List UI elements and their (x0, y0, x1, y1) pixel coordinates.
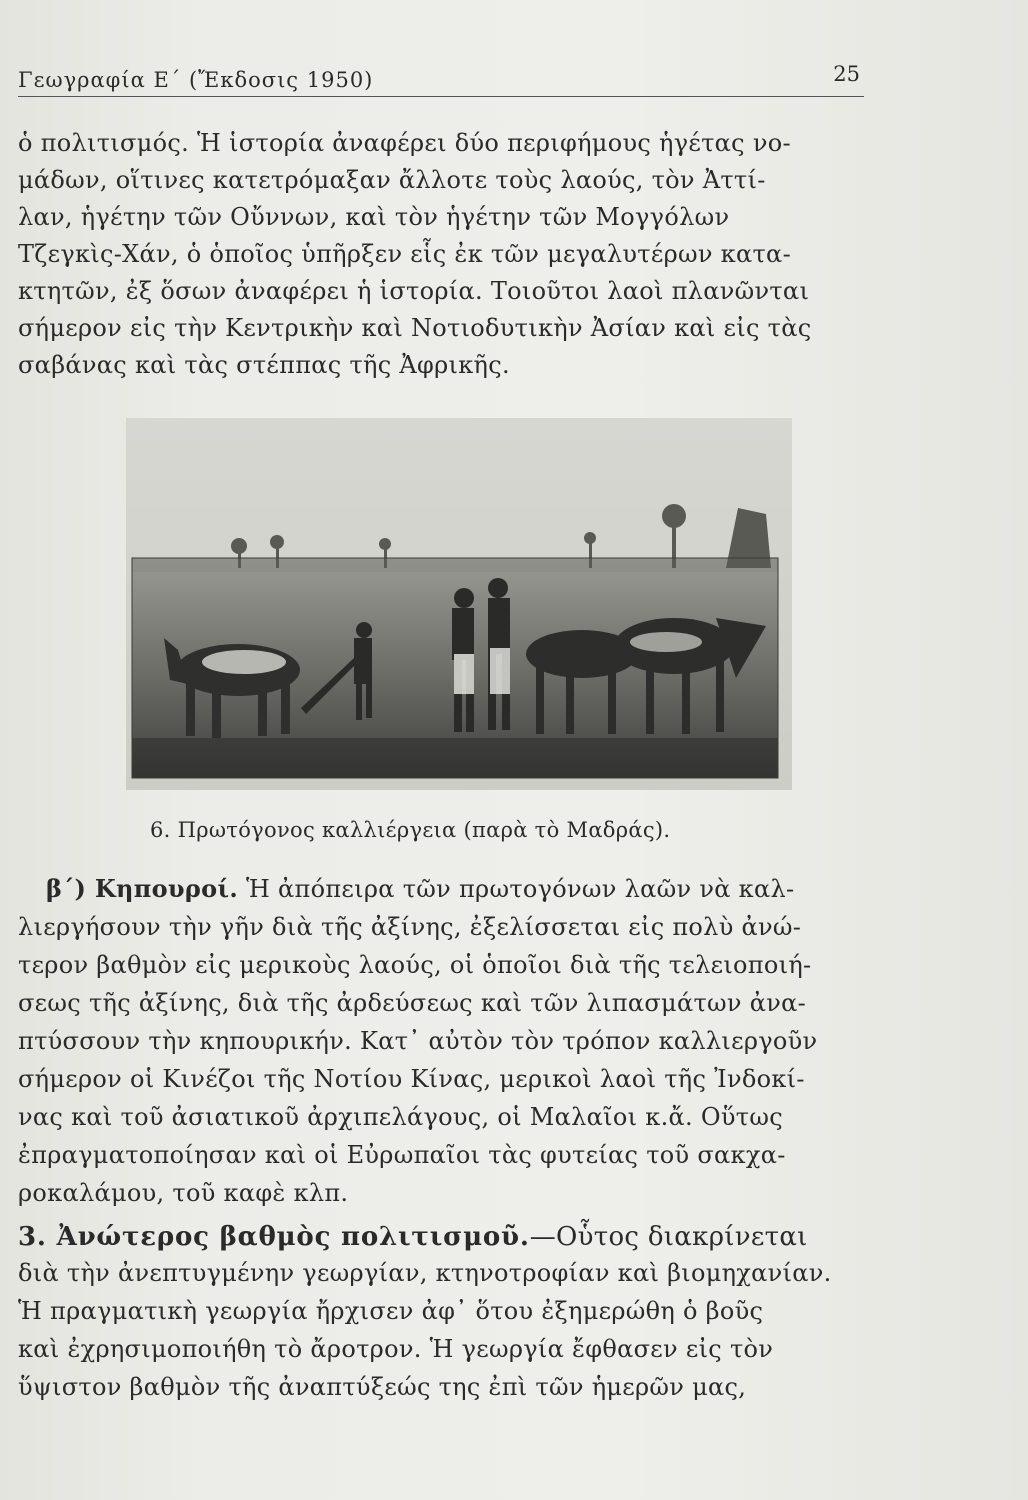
section-3-first-line-rest: —Οὗτος διακρίνεται (529, 1222, 808, 1252)
body-line: ὕψιστον βαθμὸν τῆς ἀναπτύξεώς της ἐπὶ τῶν ἡμερῶν μας, (18, 1373, 747, 1401)
body-line: σαβάνας καὶ τὰς στέππας τῆς Ἀφρικῆς. (18, 351, 510, 379)
figure-photo (126, 418, 792, 790)
body-line: σήμερον οἱ Κινέζοι τῆς Νοτίου Κίνας, μερικοὶ λαοὶ τῆς Ἰνδοκί- (18, 1065, 805, 1093)
body-line: νας καὶ τοῦ ἀσιατικοῦ ἀρχιπελάγους, οἱ Μαλαῖοι κ.ἄ. Οὕτως (18, 1103, 783, 1131)
section-b-first-line-rest: Ἡ ἀπόπειρα τῶν πρωτογόνων λαῶν νὰ καλ- (245, 875, 795, 903)
body-line: πτύσσουν τὴν κηπουρικήν. Κατ᾽ αὐτὸν τὸν τρόπον καλλιεργοῦν (18, 1027, 818, 1055)
section-b-label: β΄) Κηπουροί. (46, 874, 239, 903)
section-3-first-line (18, 1222, 868, 1252)
body-line: καὶ ἐχρησιμοποιήθη τὸ ἄροτρον. Ἡ γεωργία ἔφθασεν εἰς τὸν (18, 1335, 774, 1363)
section-b-first-line (46, 874, 892, 904)
body-line: Τζεγκὶς-Χάν, ὁ ὁποῖος ὑπῆρξεν εἷς ἐκ τῶν μεγαλυτέρων κατα- (18, 240, 791, 268)
figure-caption: 6. Πρωτόγονος καλλιέργεια (παρὰ τὸ Μαδράς). (150, 818, 671, 842)
running-title: Γεωγραφία Ε΄ (Ἔκδοσις 1950) (18, 68, 374, 92)
body-line: διὰ τὴν ἀνεπτυγμένην γεωργίαν, κτηνοτροφίαν καὶ βιομηχανίαν. (18, 1259, 832, 1287)
body-line: σήμερον εἰς τὴν Κεντρικὴν καὶ Νοτιοδυτικὴν Ἀσίαν καὶ εἰς τὰς (18, 314, 812, 342)
body-line: ἐπραγματοποίησαν καὶ οἱ Εὐρωπαῖοι τὰς φυτείας τοῦ σακχα- (18, 1141, 786, 1169)
body-line: Ἡ πραγματικὴ γεωργία ἤρχισεν ἀφ᾽ ὅτου ἐξημερώθη ὁ βοῦς (18, 1297, 764, 1325)
body-line: λιεργήσουν τὴν γῆν διὰ τῆς ἀξίνης, ἐξελίσσεται εἰς πολὺ ἀνώ- (18, 913, 802, 941)
page-header (18, 62, 864, 97)
section-3-heading: 3. Ἀνώτερος βαθμὸς πολιτισμοῦ. (18, 1222, 530, 1252)
body-line: τερον βαθμὸν εἰς μερικοὺς λαούς, οἱ ὁποῖοι διὰ τῆς τελειοποιή- (18, 951, 812, 979)
page-number: 25 (833, 62, 860, 86)
body-line: λαν, ἡγέτην τῶν Οὔννων, καὶ τὸν ἡγέτην τῶν Μογγόλων (18, 203, 730, 231)
body-line: ὁ πολιτισμός. Ἡ ἱστορία ἀναφέρει δύο περιφήμους ἡγέτας νο- (18, 129, 791, 157)
plowing-photo (126, 418, 792, 790)
body-line: μάδων, οἵτινες κατετρόμαξαν ἄλλοτε τοὺς λαούς, τὸν Ἀττί- (18, 166, 766, 194)
body-line: κτητῶν, ἐξ ὅσων ἀναφέρει ἡ ἱστορία. Τοιοῦτοι λαοὶ πλανῶνται (18, 277, 810, 305)
body-line: σεως τῆς ἀξίνης, διὰ τῆς ἀρδεύσεως καὶ τῶν λιπασμάτων ἀνα- (18, 989, 807, 1017)
body-line: ροκαλάμου, τοῦ καφὲ κλπ. (18, 1179, 349, 1207)
